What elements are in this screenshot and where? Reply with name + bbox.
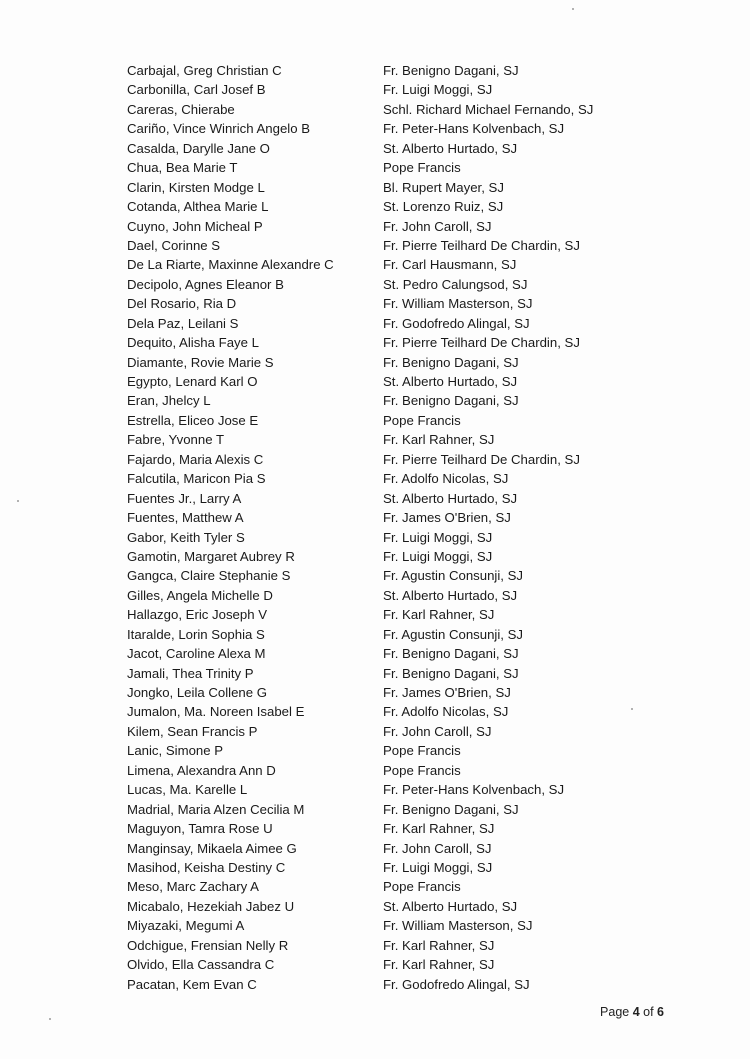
student-name: Egypto, Lenard Karl O	[127, 374, 258, 389]
assigned-group: Fr. William Masterson, SJ	[383, 918, 533, 934]
assigned-group: St. Lorenzo Ruiz, SJ	[383, 199, 504, 215]
student-name: Carbonilla, Carl Josef B	[127, 82, 266, 98]
roster-row	[127, 916, 627, 935]
scan-speck	[572, 8, 574, 10]
roster-row	[127, 936, 627, 955]
student-name: Carbajal, Greg Christian C	[127, 63, 282, 78]
roster-row	[127, 178, 627, 197]
student-name: Kilem, Sean Francis P	[127, 723, 258, 739]
assigned-group: Schl. Richard Michael Fernando, SJ	[383, 101, 594, 117]
roster-row	[127, 450, 627, 469]
roster-row	[127, 780, 627, 799]
roster-row	[127, 61, 627, 80]
roster-row	[127, 294, 627, 313]
assigned-group: Fr. Benigno Dagani, SJ	[383, 665, 519, 681]
assigned-group: St. Alberto Hurtado, SJ	[383, 898, 518, 914]
roster-row	[127, 80, 627, 99]
assigned-group: Fr. Benigno Dagani, SJ	[383, 354, 519, 370]
assigned-group: Fr. Adolfo Nicolas, SJ	[383, 704, 509, 720]
assigned-group: Fr. James O'Brien, SJ	[383, 510, 511, 526]
assigned-group: Fr. Luigi Moggi, SJ	[383, 529, 493, 545]
page-number	[600, 1005, 664, 1019]
student-name: Decipolo, Agnes Eleanor B	[127, 276, 284, 292]
roster-row	[127, 197, 627, 216]
student-name: Diamante, Rovie Marie S	[127, 354, 274, 370]
student-name: Madrial, Maria Alzen Cecilia M	[127, 801, 305, 817]
student-name: Gamotin, Margaret Aubrey R	[127, 548, 295, 564]
student-name: Fuentes Jr., Larry A	[127, 490, 242, 506]
assigned-group: Fr. Benigno Dagani, SJ	[383, 801, 519, 817]
student-name: Cariño, Vince Winrich Angelo B	[127, 121, 311, 137]
roster-row	[127, 275, 627, 294]
assigned-group: St. Pedro Calungsod, SJ	[383, 276, 528, 292]
student-name: Estrella, Eliceo Jose E	[127, 412, 259, 428]
roster-row	[127, 566, 627, 585]
roster-row	[127, 644, 627, 663]
roster-row	[127, 586, 627, 605]
student-name: Limena, Alexandra Ann D	[127, 762, 276, 778]
roster-row	[127, 411, 627, 430]
assigned-group: St. Alberto Hurtado, SJ	[383, 140, 518, 156]
roster-row	[127, 314, 627, 333]
roster-row	[127, 955, 627, 974]
roster-row	[127, 489, 627, 508]
assigned-group: Pope Francis	[383, 762, 461, 778]
roster-row	[127, 819, 627, 838]
student-name: Cotanda, Althea Marie L	[127, 199, 269, 215]
roster-row	[127, 625, 627, 644]
roster-row	[127, 702, 627, 721]
roster-row	[127, 100, 627, 119]
student-name: Maguyon, Tamra Rose U	[127, 821, 273, 837]
assigned-group: Fr. Carl Hausmann, SJ	[383, 257, 517, 273]
student-name: Hallazgo, Eric Joseph V	[127, 607, 268, 623]
roster-row	[127, 761, 627, 780]
page-number-of: of	[639, 1005, 658, 1019]
assigned-group: St. Alberto Hurtado, SJ	[383, 587, 518, 603]
roster-row	[127, 547, 627, 566]
assigned-group: Fr. James O'Brien, SJ	[383, 685, 511, 700]
roster-row	[127, 353, 627, 372]
assigned-group: Bl. Rupert Mayer, SJ	[383, 179, 504, 195]
roster-row	[127, 333, 627, 352]
assigned-group: Fr. Karl Rahner, SJ	[383, 937, 495, 953]
assigned-group: Fr. Karl Rahner, SJ	[383, 957, 495, 973]
student-name: Manginsay, Mikaela Aimee G	[127, 840, 297, 856]
assigned-group: Fr. Adolfo Nicolas, SJ	[383, 471, 509, 487]
roster-row	[127, 839, 627, 858]
roster-row	[127, 119, 627, 138]
student-name: Odchigue, Frensian Nelly R	[127, 937, 289, 953]
assigned-group: Fr. Luigi Moggi, SJ	[383, 859, 493, 875]
assigned-group: Fr. John Caroll, SJ	[383, 218, 492, 234]
assigned-group: Pope Francis	[383, 412, 461, 428]
student-name: Miyazaki, Megumi A	[127, 918, 245, 934]
student-name: Jamali, Thea Trinity P	[127, 665, 254, 681]
scan-speck	[49, 1018, 51, 1020]
roster-row	[127, 139, 627, 158]
student-name: Jongko, Leila Collene G	[127, 685, 268, 700]
assigned-group: Fr. Luigi Moggi, SJ	[383, 82, 493, 98]
roster-row	[127, 217, 627, 236]
student-name: Cuyno, John Micheal P	[127, 218, 263, 234]
assigned-group: Fr. Karl Rahner, SJ	[383, 432, 495, 448]
roster-row	[127, 255, 627, 274]
student-name: Dequito, Alisha Faye L	[127, 335, 259, 351]
student-name: Jumalon, Ma. Noreen Isabel E	[127, 704, 305, 720]
student-name: Careras, Chierabe	[127, 101, 235, 117]
student-name: Pacatan, Kem Evan C	[127, 976, 257, 992]
roster-row	[127, 877, 627, 896]
student-name: Eran, Jhelcy L	[127, 393, 211, 409]
student-name: Clarin, Kirsten Modge L	[127, 179, 265, 195]
roster-row	[127, 741, 627, 760]
assigned-group: Pope Francis	[383, 743, 461, 759]
page-number-total: 6	[657, 1005, 664, 1019]
assigned-group: Fr. John Caroll, SJ	[383, 840, 492, 856]
scan-speck	[17, 500, 19, 502]
assigned-group: Fr. Pierre Teilhard De Chardin, SJ	[383, 335, 580, 351]
student-name: Fajardo, Maria Alexis C	[127, 451, 264, 467]
student-name: Lucas, Ma. Karelle L	[127, 782, 248, 798]
student-name: Gangca, Claire Stephanie S	[127, 568, 291, 584]
student-name: Olvido, Ella Cassandra C	[127, 957, 275, 973]
roster-row	[127, 975, 627, 994]
assigned-group: Fr. Benigno Dagani, SJ	[383, 63, 519, 78]
roster-row	[127, 391, 627, 410]
roster-row	[127, 236, 627, 255]
assigned-group: St. Alberto Hurtado, SJ	[383, 490, 518, 506]
assigned-group: Pope Francis	[383, 879, 461, 895]
student-name: Dael, Corinne S	[127, 237, 221, 253]
student-name: Fuentes, Matthew A	[127, 510, 244, 526]
student-name: Lanic, Simone P	[127, 743, 224, 759]
roster-row	[127, 664, 627, 683]
student-name: Dela Paz, Leilani S	[127, 315, 239, 331]
assigned-group: Fr. Pierre Teilhard De Chardin, SJ	[383, 237, 580, 253]
scan-speck	[631, 708, 633, 710]
student-name: Casalda, Darylle Jane O	[127, 140, 270, 156]
assigned-group: Fr. William Masterson, SJ	[383, 296, 533, 312]
student-name: Micabalo, Hezekiah Jabez U	[127, 898, 295, 914]
assigned-group: Fr. Agustin Consunji, SJ	[383, 568, 523, 584]
assigned-group: Fr. Luigi Moggi, SJ	[383, 548, 493, 564]
assigned-group: Fr. Karl Rahner, SJ	[383, 607, 495, 623]
roster-row	[127, 469, 627, 488]
assigned-group: Fr. Benigno Dagani, SJ	[383, 393, 519, 409]
assigned-group: Fr. Peter-Hans Kolvenbach, SJ	[383, 782, 565, 798]
assigned-group: Fr. Benigno Dagani, SJ	[383, 646, 519, 662]
student-name: De La Riarte, Maxinne Alexandre C	[127, 257, 334, 273]
student-name: Gilles, Angela Michelle D	[127, 587, 273, 603]
assigned-group: Fr. Peter-Hans Kolvenbach, SJ	[383, 121, 565, 137]
student-name: Meso, Marc Zachary A	[127, 879, 259, 895]
roster-row	[127, 605, 627, 624]
student-name: Jacot, Caroline Alexa M	[127, 646, 266, 662]
assigned-group: St. Alberto Hurtado, SJ	[383, 374, 518, 389]
roster-row	[127, 897, 627, 916]
roster-row	[127, 158, 627, 177]
student-name: Itaralde, Lorin Sophia S	[127, 626, 265, 642]
assigned-group: Fr. Godofredo Alingal, SJ	[383, 315, 530, 331]
student-name: Del Rosario, Ria D	[127, 296, 237, 312]
assigned-group: Fr. John Caroll, SJ	[383, 723, 492, 739]
assigned-group: Fr. Karl Rahner, SJ	[383, 821, 495, 837]
page-number-prefix: Page	[600, 1005, 633, 1019]
student-name: Gabor, Keith Tyler S	[127, 529, 245, 545]
roster-row	[127, 528, 627, 547]
assigned-group: Fr. Pierre Teilhard De Chardin, SJ	[383, 451, 580, 467]
roster-row	[127, 430, 627, 449]
assigned-group: Fr. Godofredo Alingal, SJ	[383, 976, 530, 992]
roster-row	[127, 372, 627, 391]
student-roster-list	[127, 61, 627, 994]
student-name: Chua, Bea Marie T	[127, 160, 238, 176]
student-name: Masihod, Keisha Destiny C	[127, 859, 286, 875]
student-name: Fabre, Yvonne T	[127, 432, 225, 448]
roster-row	[127, 683, 627, 702]
page-number-current: 4	[632, 1005, 640, 1019]
student-name: Falcutila, Maricon Pia S	[127, 471, 266, 487]
roster-row	[127, 800, 627, 819]
roster-row	[127, 508, 627, 527]
assigned-group: Pope Francis	[383, 160, 461, 176]
assigned-group: Fr. Agustin Consunji, SJ	[383, 626, 523, 642]
roster-row	[127, 722, 627, 741]
roster-row	[127, 858, 627, 877]
